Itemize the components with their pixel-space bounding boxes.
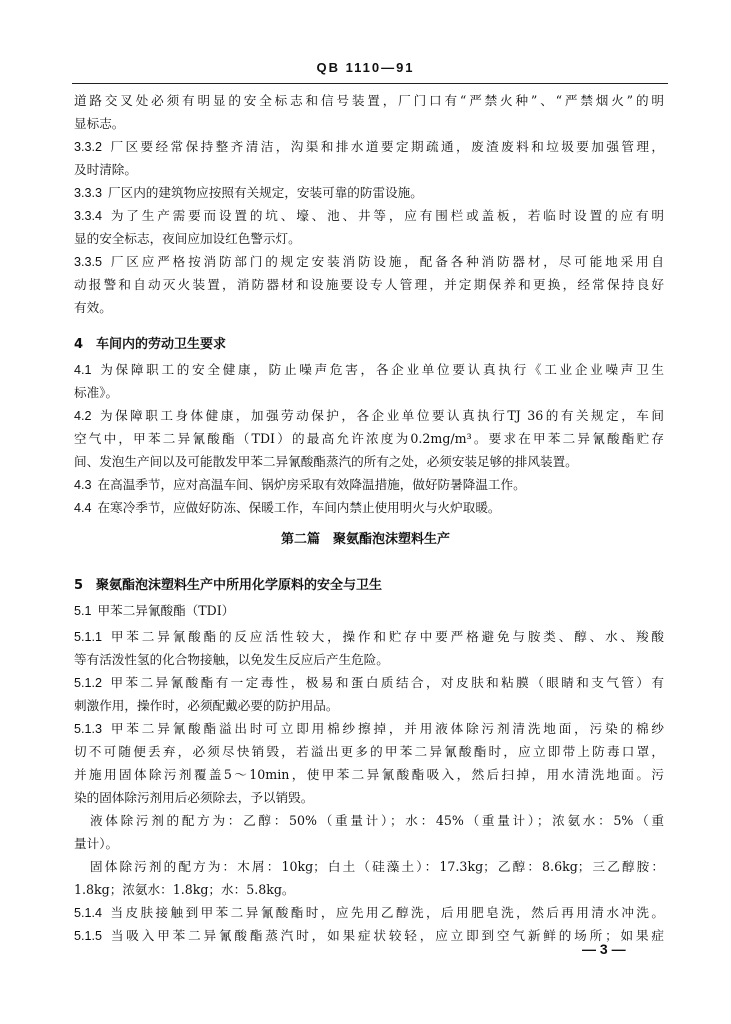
paragraph-line: 空气中，甲苯二异氰酸酯（TDI）的最高允许浓度为0.2mg/m³。要求在甲苯二异氰酸酯贮存 — [74, 431, 664, 446]
clause-number: 5.1.5 — [74, 929, 103, 943]
paragraph-line: 1.8kg；浓氨水：1.8kg；水：5.8kg。 — [74, 882, 295, 897]
clause-3-3-5 — [74, 253, 664, 271]
paragraph-line: 动报警和自动灭火装置，消防器材和设施要设专人管理，并定期保养和更换，经常保持良好 — [74, 277, 664, 292]
paragraph-line: 量计）。 — [74, 836, 119, 851]
clause-number: 5.1.1 — [74, 630, 103, 644]
clause-5-1-2 — [74, 674, 664, 692]
clause-3-3-3 — [74, 184, 664, 202]
paragraph-line: 显的安全标志，夜间应加设红色警示灯。 — [74, 231, 301, 246]
clause-text: 为了生产需要而设置的坑、壕、池、井等，应有围栏或盖板，若临时设置的应有明 — [108, 208, 664, 223]
clause-text: 甲苯二异氰酸酯溢出时可立即用棉纱擦掉，并用液体除污剂清洗地面，污染的棉纱 — [108, 721, 664, 736]
paragraph-line: 间、发泡生产间以及可能散发甲苯二异氰酸酯蒸汽的所有之处，必须安装足够的排风装置。 — [74, 454, 578, 469]
clause-number: 5.1.4 — [74, 906, 103, 920]
paragraph-line: 显标志。 — [74, 116, 125, 131]
clause-number: 3.3.3 — [74, 186, 103, 200]
clause-number: 5.1 — [74, 604, 92, 618]
paragraph-line: 切不可随便丢弃，必须尽快销毁，若溢出更多的甲苯二异氰酸酯时，应立即带上防毒口罩， — [74, 744, 664, 759]
clause-number: 3.3.5 — [74, 255, 103, 269]
paragraph-line: 等有活泼性氢的化合物接触，以免发生反应后产生危险。 — [74, 652, 389, 667]
clause-number: 4.3 — [74, 478, 92, 492]
paragraph-line: 道路交叉处必须有明显的安全标志和信号装置，厂门口有“严禁火种”、“严禁烟火”的明 — [74, 93, 664, 108]
clause-text: 为保障职工的安全健康，防止噪声危害，各企业单位要认真执行《工业企业噪声卫生 — [97, 362, 664, 377]
liquid-formula-line: 液体除污剂的配方为：乙醇：50%（重量计）；水：45%（重量计）；浓氨水：5%（重 — [90, 813, 664, 828]
paragraph-line: 有效。 — [74, 300, 112, 315]
clause-3-3-2 — [74, 138, 664, 156]
page-header: QB 1110—91 — [316, 60, 415, 75]
clause-text: 厂区内的建筑物应按照有关规定，安装可靠的防雷设施。 — [108, 185, 423, 200]
paragraph-line: 刺激作用，操作时，必须配戴必要的防护用品。 — [74, 698, 339, 713]
clause-5-1-4 — [74, 904, 664, 922]
clause-5-1 — [74, 602, 664, 620]
section-heading-4: 4 车间内的劳动卫生要求 — [74, 337, 227, 352]
clause-4-3 — [74, 476, 664, 494]
clause-4-4 — [74, 499, 664, 517]
clause-number: 4.4 — [74, 501, 92, 515]
solid-formula-line: 固体除污剂的配方为：木屑：10kg；白土（硅藻土）：17.3kg；乙醇：8.6kg；三乙醇胺： — [90, 859, 664, 874]
clause-4-2 — [74, 407, 664, 425]
clause-text: 厂区要经常保持整齐清洁，沟渠和排水道要定期疏通，废渣废料和垃圾要加强管理， — [108, 139, 664, 154]
clause-text: 当皮肤接触到甲苯二异氰酸酯时，应先用乙醇洗，后用肥皂洗，然后再用清水冲洗。 — [108, 905, 664, 920]
section-heading-5: 5 聚氨酯泡沫塑料生产中所用化学原料的安全与卫生 — [74, 578, 383, 593]
clause-text: 甲苯二异氰酸酯有一定毒性，极易和蛋白质结合，对皮肤和粘膜（眼睛和支气管）有 — [108, 675, 664, 690]
paragraph-line: 染的固体除污剂用后必须除去，予以销毁。 — [74, 790, 314, 805]
clause-text: 甲苯二异氰酸酯的反应活性较大，操作和贮存中要严格避免与胺类、醇、水、羧酸 — [108, 629, 664, 644]
clause-text: 当吸入甲苯二异氰酸酯蒸汽时，如果症状较轻，应立即到空气新鲜的场所；如果症 — [108, 928, 664, 943]
clause-number: 4.2 — [74, 409, 92, 423]
clause-3-3-4 — [74, 207, 664, 225]
clause-text: 为保障职工身体健康，加强劳动保护，各企业单位要认真执行TJ 36的有关规定，车间 — [97, 408, 664, 423]
clause-number: 5.1.2 — [74, 676, 103, 690]
clause-number: 5.1.3 — [74, 722, 103, 736]
clause-text: 甲苯二异氰酸酯（TDI） — [97, 603, 235, 618]
clause-number: 3.3.2 — [74, 140, 103, 154]
clause-4-1 — [74, 361, 664, 379]
clause-text: 在寒冷季节，应做好防冻、保暖工作，车间内禁止使用明火与火炉取暖。 — [97, 500, 501, 515]
clause-text: 在高温季节，应对高温车间、锅炉房采取有效降温措施，做好防暑降温工作。 — [97, 477, 526, 492]
part-title: 第二篇 聚氨酯泡沫塑料生产 — [280, 532, 450, 547]
header-rule — [72, 83, 668, 84]
clause-5-1-5 — [74, 927, 664, 945]
clause-number: 4.1 — [74, 363, 92, 377]
paragraph-line: 及时清除。 — [74, 162, 137, 177]
clause-number: 3.3.4 — [74, 209, 103, 223]
clause-5-1-3 — [74, 720, 664, 738]
page-number: — 3 — — [582, 941, 626, 957]
paragraph-line: 标准》。 — [74, 385, 119, 400]
paragraph-line: 并施用固体除污剂覆盖5～10min，使甲苯二异氰酸酯吸入，然后扫掉，用水清洗地面。污 — [74, 767, 664, 782]
clause-text: 厂区应严格按消防部门的规定安装消防设施，配备各种消防器材，尽可能地采用自 — [108, 254, 664, 269]
clause-5-1-1 — [74, 628, 664, 646]
